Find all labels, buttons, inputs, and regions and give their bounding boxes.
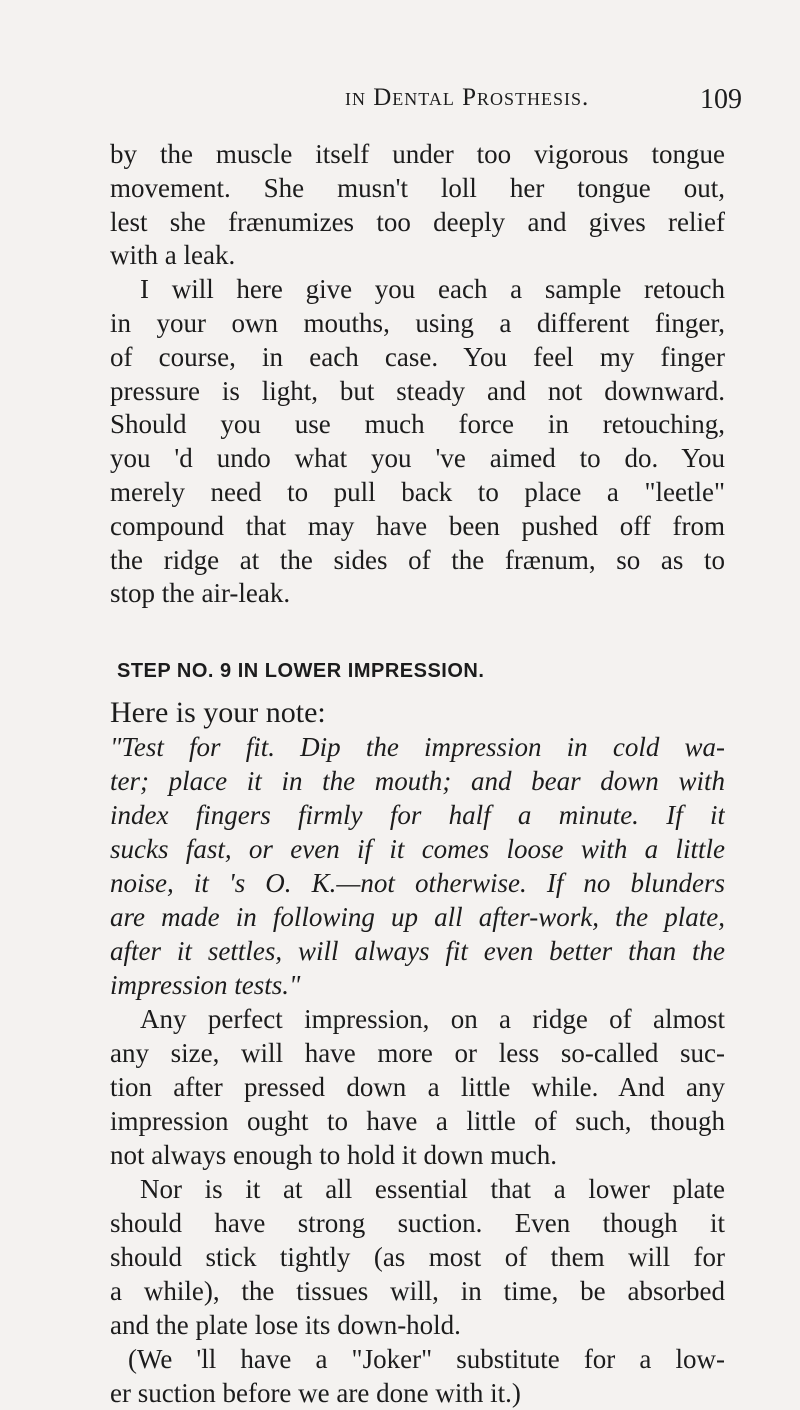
note-line: noise, it 's O. K.—not otherwise. If no blunders <box>110 868 725 898</box>
text-line: not always enough to hold it down much. <box>110 1140 557 1170</box>
note-line: after it settles, will always fit even better than the <box>110 936 725 966</box>
note-line: sucks fast, or even if it comes loose with a little <box>110 834 725 864</box>
text-line: a while), the tissues will, in time, be absorbed <box>110 1276 725 1306</box>
text-line: with a leak. <box>110 240 236 271</box>
note-line: "Test for fit. Dip the impression in cold wa- <box>110 732 725 762</box>
text-line: (We 'll have a "Joker" substitute for a low- <box>128 1344 725 1374</box>
text-line: you 'd undo what you 've aimed to do. You <box>110 443 725 474</box>
note-line: are made in following up all after-work, the plate, <box>110 902 725 932</box>
text-line: Any perfect impression, on a ridge of almost <box>140 1004 725 1034</box>
note-line: ter; place it in the mouth; and bear down with <box>110 766 725 796</box>
text-line: compound that may have been pushed off from <box>110 510 725 541</box>
text-line: Nor is it at all essential that a lower plate <box>140 1174 725 1204</box>
text-line: by the muscle itself under too vigorous tongue <box>110 139 725 169</box>
running-title: in Dental Prosthesis. <box>345 84 590 111</box>
page-number: 109 <box>700 84 742 115</box>
text-line: the ridge at the sides of the frænum, so as to <box>110 544 725 575</box>
note-lead: Here is your note: <box>110 696 326 729</box>
page-header <box>0 84 800 124</box>
text-line: merely need to pull back to place a "leetle" <box>110 476 725 507</box>
text-line: impression ought to have a little of such, though <box>110 1106 725 1136</box>
text-line: stop the air-leak. <box>110 578 291 609</box>
text-line: and the plate lose its down-hold. <box>110 1310 461 1340</box>
text-line: in your own mouths, using a different finger, <box>110 307 725 338</box>
paragraphs-bottom <box>110 696 725 1410</box>
note-line: index fingers firmly for half a minute. If it <box>110 800 725 830</box>
text-line: Should you use much force in retouching, <box>110 409 725 440</box>
text-line: of course, in each case. You feel my finger <box>110 341 725 372</box>
text-line: er suction before we are done with it.) <box>110 1378 521 1408</box>
text-line: should stick tightly (as most of them will for <box>110 1242 725 1272</box>
note-line: impression tests." <box>110 970 301 1000</box>
paragraphs-top <box>110 138 725 611</box>
text-line: should have strong suction. Even though it <box>110 1208 725 1238</box>
text-line: tion after pressed down a little while. And any <box>110 1072 725 1102</box>
text-line: movement. She musn't loll her tongue out, <box>110 172 725 203</box>
section-heading: STEP NO. 9 IN LOWER IMPRESSION. <box>117 660 485 682</box>
text-line: any size, will have more or less so-called suc- <box>110 1038 725 1068</box>
text-line: I will here give you each a sample retouch <box>140 274 725 305</box>
text-line: lest she frænumizes too deeply and gives relief <box>110 206 725 237</box>
text-line: pressure is light, but steady and not downward. <box>110 375 725 406</box>
